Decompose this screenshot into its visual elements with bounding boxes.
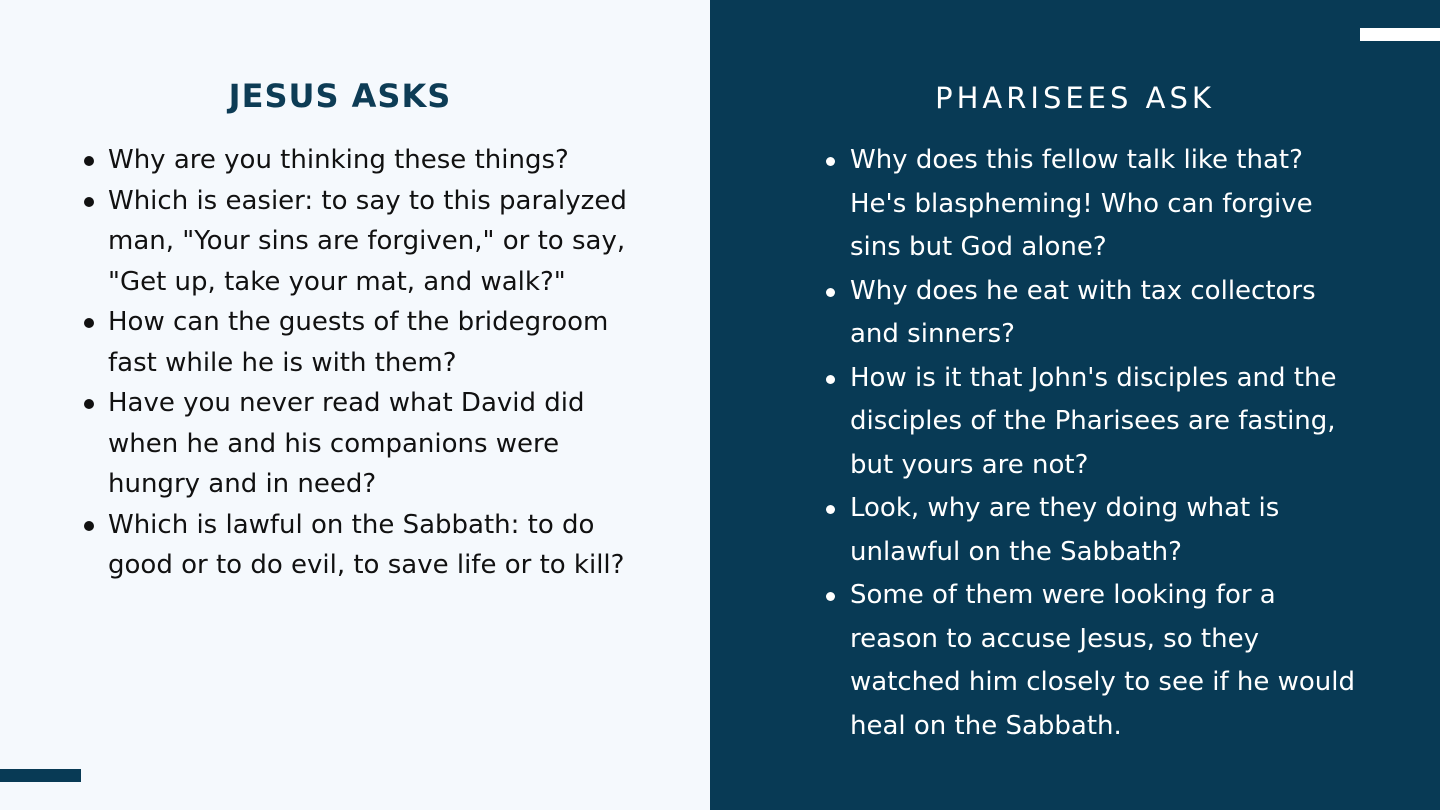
list-item-text: Which is lawful on the Sabbath: to do good or to do evil, to save life or to kill? (108, 509, 625, 580)
bullet-icon (826, 157, 835, 166)
list-item-text: Why are you thinking these things? (108, 145, 569, 175)
list-item (822, 574, 1362, 748)
pharisees-questions-list (822, 139, 1362, 748)
list-item-text: Why does this fellow talk like that? He's blaspheming! Who can forgive sins but God alone? (850, 145, 1313, 262)
list-item-text: Some of them were looking for a reason to accuse Jesus, so they watched him closely to see if he would heal on the Sabbath. (850, 580, 1355, 741)
bullet-icon (826, 505, 835, 514)
bullet-icon (826, 288, 835, 297)
bullet-icon (826, 375, 835, 384)
bullet-icon (84, 521, 94, 531)
list-item (80, 140, 640, 181)
list-item-text: How can the guests of the bridegroom fast while he is with them? (108, 307, 609, 378)
bullet-icon (826, 592, 835, 601)
list-item (80, 383, 640, 505)
list-item (80, 302, 640, 383)
list-item-text: Which is easier: to say to this paralyzed man, "Your sins are forgiven," or to say, "Get up, take your mat, and walk?" (108, 185, 627, 297)
list-item-text: Look, why are they doing what is unlawful on the Sabbath? (850, 493, 1280, 567)
bullet-icon (84, 318, 94, 328)
pharisees-ask-heading: PHARISEES ASK (935, 81, 1215, 115)
list-item (822, 487, 1362, 574)
accent-bar-bottom (0, 769, 81, 782)
bullet-icon (84, 197, 94, 207)
list-item (822, 139, 1362, 270)
list-item (80, 505, 640, 586)
list-item-text: Have you never read what David did when he and his companions were hungry and in need? (108, 388, 585, 499)
list-item (80, 181, 640, 303)
list-item (822, 270, 1362, 357)
jesus-questions-list (80, 140, 640, 586)
bullet-icon (84, 399, 94, 409)
list-item (822, 357, 1362, 488)
list-item-text: Why does he eat with tax collectors and sinners? (850, 275, 1316, 349)
list-item-text: How is it that John's disciples and the disciples of the Pharisees are fasting, but yours are not? (850, 362, 1337, 480)
accent-bar-top (1360, 28, 1440, 41)
jesus-asks-heading: JESUS ASKS (228, 77, 452, 115)
bullet-icon (84, 156, 94, 166)
